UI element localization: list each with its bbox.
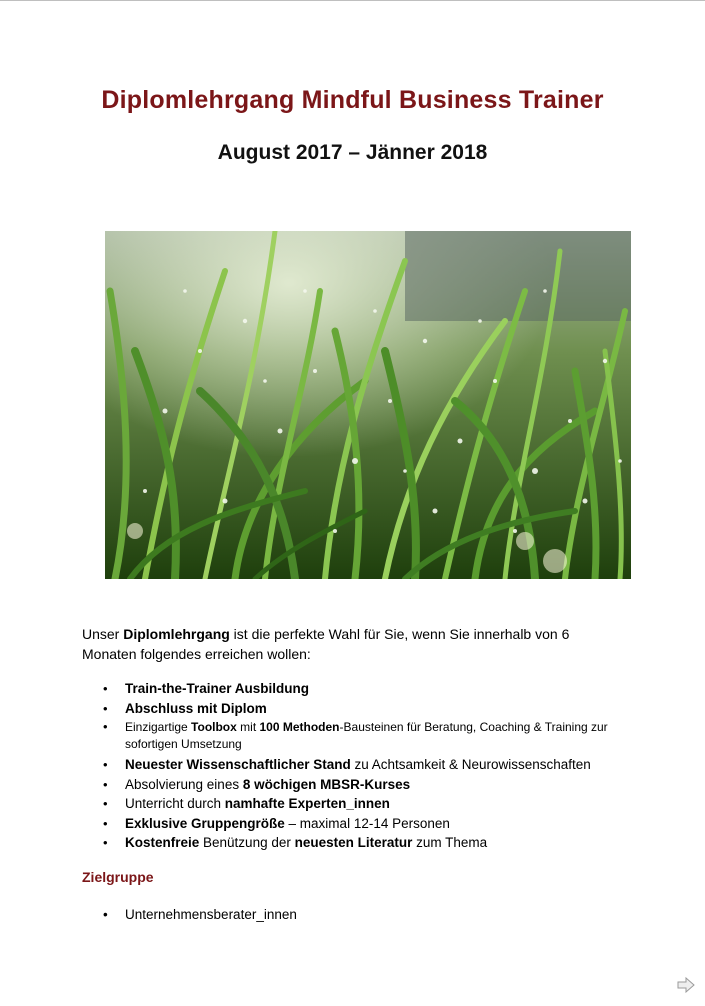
intro-text-start: Unser (82, 626, 124, 642)
bullet-text: mit (236, 720, 260, 734)
document-date-range: August 2017 – Jänner 2018 (217, 141, 488, 164)
list-item (82, 699, 642, 719)
list-item (82, 814, 642, 834)
bullet-bold-text: 8 wöchigen MBSR-Kurses (242, 776, 411, 792)
bullet-bold-text: 100 Methoden (259, 720, 340, 734)
bullet-text: -Bausteinen für Beratung, Coaching & Training zur sofortigen Umsetzung (125, 720, 608, 751)
bullet-bold-text: namhafte Experten_innen (224, 796, 390, 811)
bullet-text: zu Achtsamkeit & Neurowissenschaften (350, 757, 591, 772)
list-item (82, 755, 642, 775)
intro-paragraph (82, 624, 622, 664)
list-item: • Unternehmensberater_innen (82, 905, 297, 924)
bullet-text: – maximal 12-14 Personen (284, 815, 450, 831)
document-title: Diplomlehrgang Mindful Business Trainer (101, 86, 604, 114)
bullet-bold-text: Exklusive Gruppengröße (125, 815, 285, 831)
bullet-bold-text: neuesten Literatur (294, 835, 413, 850)
list-item (82, 794, 642, 814)
target-group-list (82, 905, 297, 924)
bullet-bold-text: Train-the-Trainer Ausbildung (125, 681, 310, 696)
intro-text-end: ist die perfekte Wahl für Sie, wenn Sie innerhalb von 6 Monaten folgendes erreichen wollen: (82, 626, 570, 662)
next-page-arrow-icon[interactable] (676, 977, 696, 993)
list-item (82, 775, 642, 795)
list-item (82, 679, 642, 699)
bullet-bold-text: Kostenfreie (125, 835, 200, 850)
benefits-list (82, 679, 642, 853)
list-item (82, 718, 642, 755)
page-top-rule (0, 0, 705, 1)
bullet-text: Absolvierung eines (125, 776, 243, 792)
bullet-text: Unterricht durch (125, 796, 225, 811)
target-group-heading: Zielgruppe (82, 869, 154, 885)
intro-course-name: Diplomlehrgang (123, 626, 230, 642)
bullet-text: Benützung der (199, 835, 295, 850)
list-item (82, 833, 642, 853)
bullet-bold-text: Neuester Wissenschaftlicher Stand (125, 757, 351, 772)
bullet-bold-text: Abschluss mit Diplom (125, 700, 267, 716)
grass-dew-photo (105, 231, 631, 579)
bullet-bold-text: Toolbox (191, 720, 237, 734)
bullet-text: Einzigartige (125, 720, 192, 734)
bullet-text: zum Thema (412, 835, 488, 850)
